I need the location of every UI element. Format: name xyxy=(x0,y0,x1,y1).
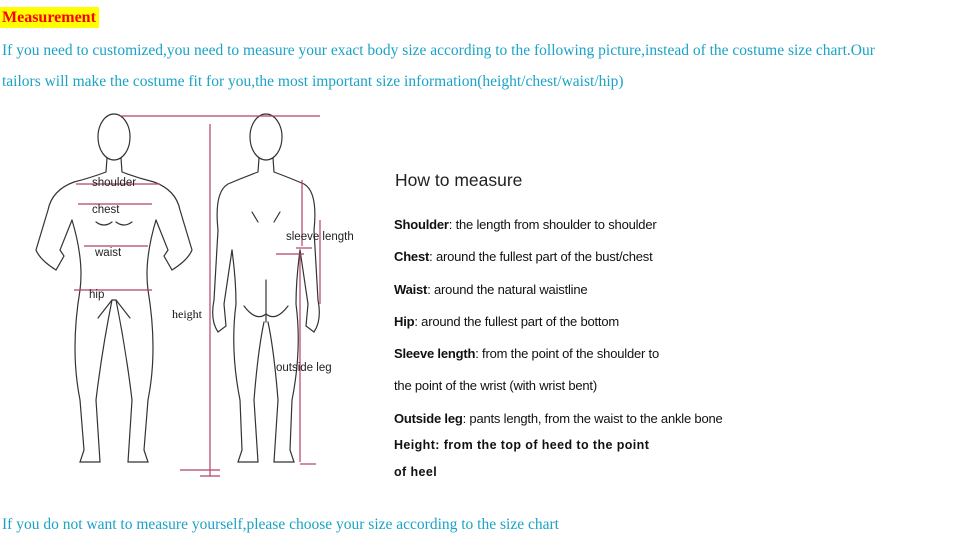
intro-line-1: If you need to customized,you need to measure your exact body size according to the following picture,instead of the costume size chart.Our xyxy=(2,42,875,59)
measurement-heading: Measurement xyxy=(0,7,99,28)
instruction-hip: Hip: around the fullest part of the bottom xyxy=(394,314,620,329)
label-outside-leg: outside leg xyxy=(276,362,332,374)
label-height: height xyxy=(172,307,202,321)
how-to-measure-title: How to measure xyxy=(395,170,523,190)
instruction-height: Height: from the top of heed to the point xyxy=(394,438,650,452)
footer-text: If you do not want to measure yourself,please choose your size according to the size chart xyxy=(2,516,559,533)
label-waist: waist xyxy=(95,247,122,259)
label-hip: hip xyxy=(89,289,105,301)
instruction-chest: Chest: around the fullest part of the bust/chest xyxy=(394,249,653,264)
instruction-shoulder: Shoulder: the length from shoulder to shoulder xyxy=(394,217,657,232)
intro-text xyxy=(2,35,958,97)
instruction-waist: Waist: around the natural waistline xyxy=(394,282,588,297)
instruction-sleeve-length: Sleeve length: from the point of the shoulder to xyxy=(394,346,659,361)
label-chest: chest xyxy=(92,204,120,216)
instruction-sleeve-length-cont: the point of the wrist (with wrist bent) xyxy=(394,378,597,393)
back-body-outline xyxy=(213,114,320,462)
instruction-height-cont: of heel xyxy=(394,465,438,479)
label-sleeve-length: sleeve length xyxy=(286,231,354,243)
body-measurement-figure xyxy=(0,100,390,490)
label-shoulder: shoulder xyxy=(92,177,137,189)
intro-line-2: tailors will make the costume fit for you,the most important size information(height/chest/waist/hip) xyxy=(2,73,624,90)
front-body-outline xyxy=(36,114,192,462)
instruction-outside-leg: Outside leg: pants length, from the waist to the ankle bone xyxy=(394,411,723,426)
